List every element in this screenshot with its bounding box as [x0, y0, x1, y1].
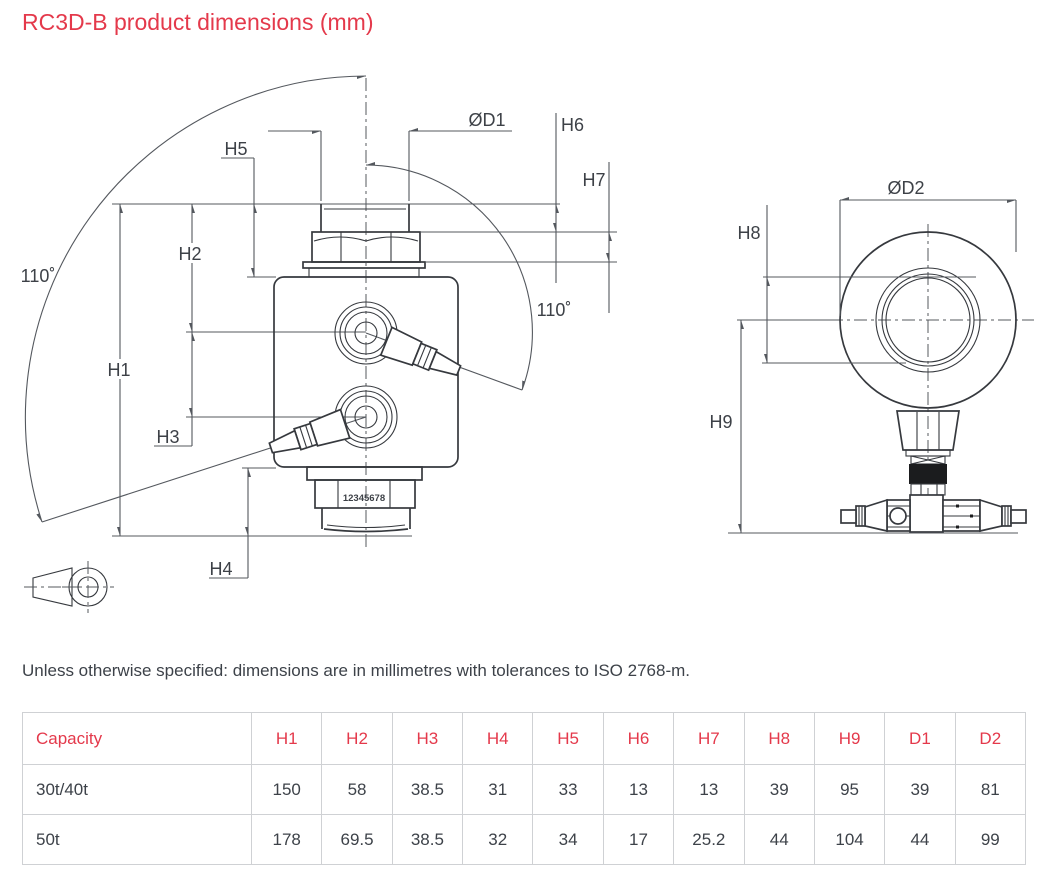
cell-h8: 44	[744, 815, 814, 865]
side-view	[728, 224, 1034, 533]
black-band	[909, 464, 947, 484]
dim-label-h3: H3	[156, 427, 180, 447]
top-flange	[303, 262, 425, 268]
dimension-table	[22, 712, 1026, 865]
serial-number: 12345678	[342, 493, 386, 504]
angle-label-left: 110˚	[20, 266, 56, 286]
bottom-hex-nut	[315, 480, 415, 508]
dim-label-d2: ØD2	[887, 178, 925, 198]
col-header-h5: H5	[533, 713, 603, 765]
col-header-d1: D1	[885, 713, 955, 765]
cell-h9: 104	[814, 815, 884, 865]
cell-capacity: 30t/40t	[23, 765, 252, 815]
dim-label-h6: H6	[561, 115, 585, 135]
dim-h1	[103, 204, 135, 536]
angle-label-right: 110˚	[536, 300, 572, 320]
dim-d1	[268, 110, 512, 201]
col-header-h2: H2	[322, 713, 392, 765]
cell-h6: 13	[603, 765, 673, 815]
bottom-step	[307, 467, 422, 480]
dim-label-h4: H4	[209, 559, 233, 579]
col-header-h9: H9	[814, 713, 884, 765]
dim-label-h2: H2	[178, 244, 202, 264]
dim-h4	[209, 468, 248, 579]
cell-h4: 32	[463, 815, 533, 865]
col-header-capacity: Capacity	[23, 713, 252, 765]
cell-d1: 39	[885, 765, 955, 815]
page-title: RC3D-B product dimensions (mm)	[22, 9, 374, 35]
cell-h3: 38.5	[392, 815, 462, 865]
col-header-h8: H8	[744, 713, 814, 765]
cell-h6: 17	[603, 815, 673, 865]
cell-d1: 44	[885, 815, 955, 865]
cell-h4: 31	[463, 765, 533, 815]
projection-symbol	[24, 561, 114, 613]
cell-h5: 34	[533, 815, 603, 865]
col-header-h1: H1	[252, 713, 322, 765]
dim-h2	[175, 204, 207, 332]
col-header-h4: H4	[463, 713, 533, 765]
table-header-row	[23, 713, 1026, 765]
tolerance-note: Unless otherwise specified: dimensions are in millimetres with tolerances to ISO 2768-m.	[22, 661, 690, 680]
cell-h2: 69.5	[322, 815, 392, 865]
cable-gland-bottom	[266, 386, 397, 462]
col-header-d2: D2	[955, 713, 1025, 765]
dim-label-h1: H1	[107, 360, 131, 380]
col-header-h3: H3	[392, 713, 462, 765]
cell-h3: 38.5	[392, 765, 462, 815]
dim-h5	[221, 139, 254, 277]
cell-h7: 13	[674, 765, 744, 815]
dim-h3	[154, 332, 192, 447]
cable-gland-top	[335, 302, 464, 384]
dim-d2	[840, 178, 1016, 316]
dim-h8	[737, 205, 767, 363]
top-step	[309, 268, 419, 277]
dim-label-h9: H9	[709, 412, 733, 432]
dim-label-h7: H7	[582, 170, 606, 190]
dim-h7	[582, 162, 609, 313]
cell-h5: 33	[533, 765, 603, 815]
table-row	[23, 815, 1026, 865]
dim-label-d1: ØD1	[468, 110, 506, 130]
cell-h8: 39	[744, 765, 814, 815]
cell-d2: 99	[955, 815, 1025, 865]
cell-d2: 81	[955, 765, 1025, 815]
col-header-h6: H6	[603, 713, 673, 765]
rotation-arc-left	[25, 76, 366, 522]
top-stud	[321, 204, 409, 232]
col-header-h7: H7	[674, 713, 744, 765]
valve-assembly	[841, 495, 1026, 532]
dim-h9	[709, 320, 741, 533]
valve-port	[890, 508, 906, 524]
table-row	[23, 765, 1026, 815]
cell-h1: 150	[252, 765, 322, 815]
dim-h6	[556, 113, 584, 283]
dim-label-h8: H8	[737, 223, 761, 243]
cell-capacity: 50t	[23, 815, 252, 865]
dim-label-h5: H5	[224, 139, 248, 159]
cell-h7: 25.2	[674, 815, 744, 865]
cell-h1: 178	[252, 815, 322, 865]
cell-h2: 58	[322, 765, 392, 815]
cell-h9: 95	[814, 765, 884, 815]
